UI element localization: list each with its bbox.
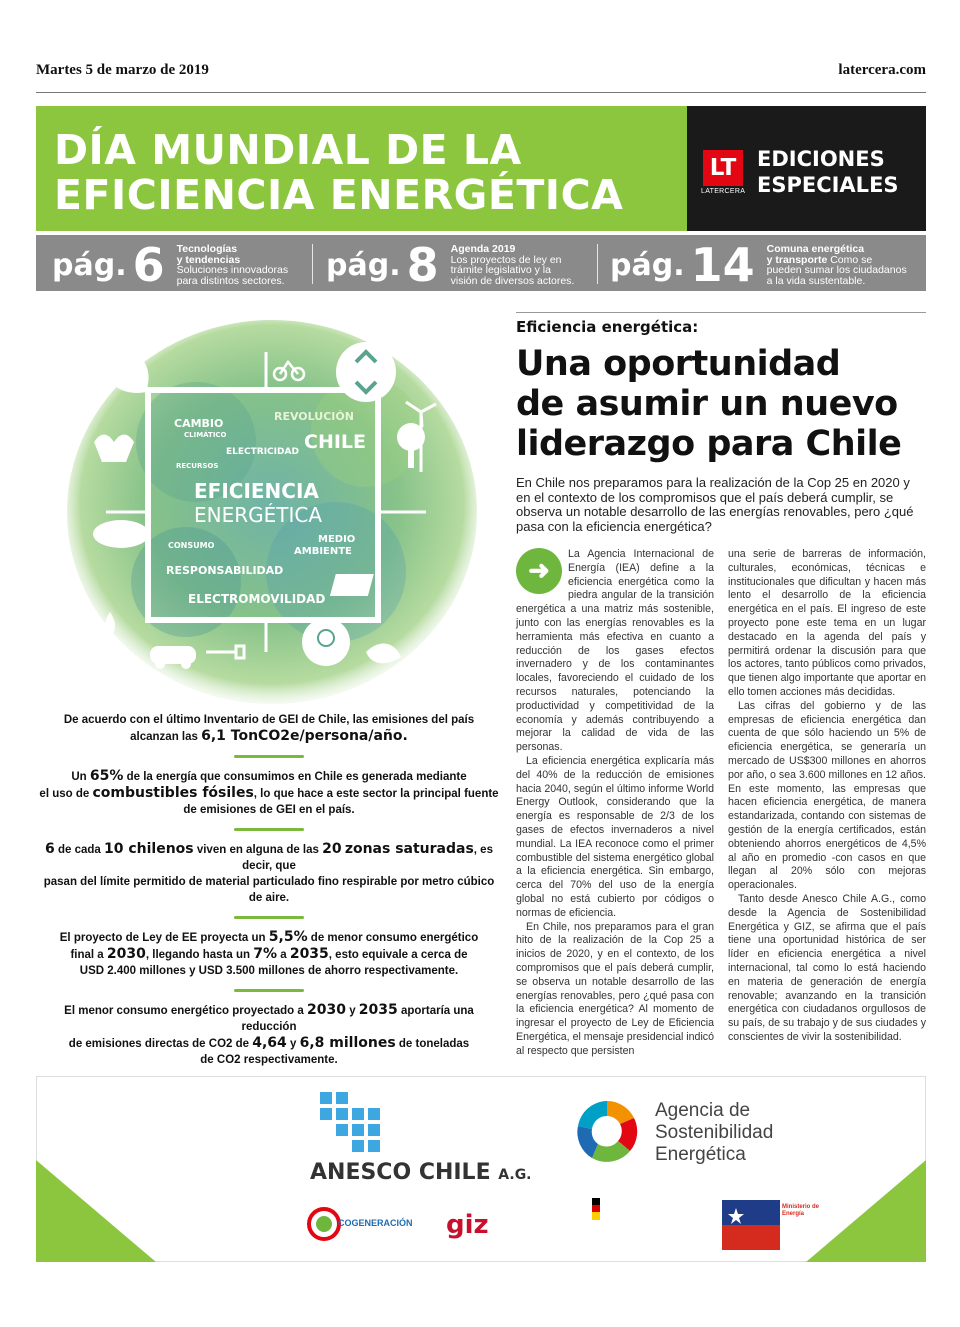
word-electromovilidad: ELECTROMOVILIDAD xyxy=(188,592,326,606)
word-cambio: CAMBIO xyxy=(174,417,224,430)
site-url[interactable]: latercera.com xyxy=(838,62,926,78)
article-deck: En Chile nos preparamos para la realización de la Cop 25 en 2020 y en el contexto de los compromisos que el país deberá cumplir, se observa un notable desarrollo de las energías renovables, pero ¿qué pasa con la eficiencia energética? xyxy=(516,475,914,534)
fact-saturated-zones: 6 de cada 10 chilenos viven en alguna de las 20 zonas saturadas, es decir, que pasan del límite permitido de material particulado fino respirable por metro cúbico de aire. xyxy=(43,841,495,904)
agency-name: Agencia de Sostenibilidad Energética xyxy=(655,1100,774,1165)
green-corner-left xyxy=(36,1160,156,1262)
page-number: 6 xyxy=(132,238,165,292)
german-flag-icon xyxy=(592,1198,600,1220)
anesco-name: ANESCO CHILE A.G. xyxy=(310,1160,532,1185)
page-index-item[interactable] xyxy=(326,240,574,290)
word-climatico: CLIMÁTICO xyxy=(184,431,227,439)
page-word: pág. xyxy=(52,247,127,283)
article-column-2 xyxy=(728,548,926,1045)
article-column-1 xyxy=(516,548,714,1058)
la-tercera-logo: LT xyxy=(703,150,743,186)
solar-panel-icon xyxy=(330,574,374,596)
page-description: Agenda 2019 Los proyectos de ley en trámite legislativo y la visión de diversos actores. xyxy=(450,243,575,287)
fact-emission-reduction: El menor consumo energético proyectado a 2030 y 2035 aportaría una reducción de emisiones directas de CO2 de 4,64 y 6,8 millones de toneladas de CO2 respectivamente. xyxy=(64,1002,474,1066)
page-number: 14 xyxy=(690,238,755,292)
paragraph: una serie de barreras de información, culturales, económicas, técnicas e institucionales que dificultan y hacen más lento el desarrollo de la eficiencia energética en el país. El ingreso de este proyecto pone este tema en un lugar destacado en la agenda del país y permitirá ordenar la discusión para que los actores, tanto públicos como privados, que tienen algo importante que aportar en ello tomen acciones más decididas. xyxy=(728,548,926,698)
lightbulb-icon xyxy=(302,618,350,666)
page-index-item[interactable] xyxy=(52,240,288,290)
fact-divider xyxy=(234,989,304,992)
leaf-icon xyxy=(96,349,149,393)
paragraph: Tanto desde Anesco Chile A.G., como desde la Agencia de Sostenibilidad Energética y GIZ, se afirma que el país tiene una oportunidad histórica de ser líder en eficiencia energética a nivel internacional, tal como lo está haciendo en materia de generación de energía renovable; avanzando en la transición energética con ciudadanos orgullosos de su país, de su trabajo y de sus ciudades y conscientes de vivir la sostenibilidad. xyxy=(728,892,926,1043)
strip-divider xyxy=(597,244,598,284)
word-chile: CHILE xyxy=(304,431,367,453)
strip-divider xyxy=(312,244,313,284)
paragraph: Las cifras del gobierno y de las empresas de eficiencia energética dan cuenta de que sólo haciendo un 5% de eficiencia energética, se generaría un mercado de US$300 millones en ahorros por año, o sea 3.600 millones en 12 años. En este momento, las empresas que hacen eficiencia energética, de manera estandarizada, contando con sistemas de gestión de la energía certificados, están obteniendo ahorros energéticos de 4,5% al año en promedio -con casos en que llegan al 20% sólo con mejoras operacionales. xyxy=(728,699,926,892)
rain-cloud-icon xyxy=(93,520,149,548)
ministry-name: Ministerio de Energía xyxy=(782,1204,820,1217)
page-description: Comuna energética y transporte Como se pueden sumar los ciudadanos a la vida sustentable. xyxy=(766,243,907,287)
word-eficiencia: EFICIENCIA xyxy=(194,479,319,503)
article-kicker: Eficiencia energética: xyxy=(516,318,699,336)
word-recursos: RECURSOS xyxy=(176,462,219,470)
section-title-line2: ESPECIALES xyxy=(757,173,899,197)
fact-fossil: Un 65% de la energía que consumimos en Chile es generada mediante el uso de combustibles fósiles, lo que hace a este sector la principal fuente de emisiones de GEI en el país. xyxy=(39,768,499,816)
arrow-right-icon: ➜ xyxy=(516,548,562,594)
fact-emissions: De acuerdo con el último Inventario de GEI de Chile, las emisiones del país alcanzan las 6,1 TonCO2e/persona/año. xyxy=(63,714,475,744)
word-responsabilidad: RESPONSABILIDAD xyxy=(166,564,284,577)
section-title xyxy=(757,146,899,198)
article-rule xyxy=(516,312,926,313)
word-consumo: CONSUMO xyxy=(168,541,215,550)
section-title-line1: EDICIONES xyxy=(757,147,885,171)
banner-title xyxy=(54,128,623,218)
banner-title-line2: EFICIENCIA ENERGÉTICA xyxy=(54,171,624,219)
paragraph: La Agencia Internacional de Energía (IEA) define a la eficiencia energética como la piedra angular de la transición energética a una matriz más sostenible, junto con las energías renovables es la herramienta más efectiva en cuanto a reducción de los gases efectos invernadero y de los contaminantes locales, favoreciendo el cuidado de los recursos naturales, potenciando la productividad y competitividad de la economía y además contribuyendo a mejorar la calidad de vida de las personas. xyxy=(516,548,714,754)
word-medio: MEDIO xyxy=(318,534,356,545)
banner-title-line1: DÍA MUNDIAL DE LA xyxy=(54,126,522,174)
article-headline: Una oportunidad de asumir un nuevo liderazgo para Chile xyxy=(516,344,902,464)
page-word: pág. xyxy=(610,247,685,283)
word-revolucion: REVOLUCIÓN xyxy=(274,410,354,423)
fact-divider xyxy=(234,755,304,758)
word-ambiente: AMBIENTE xyxy=(294,546,352,557)
fact-divider xyxy=(234,916,304,919)
page-word: pág. xyxy=(326,247,401,283)
word-energetica: ENERGÉTICA xyxy=(194,503,323,527)
page-number: 8 xyxy=(406,238,439,292)
cogeneracion-logo-icon xyxy=(306,1206,342,1242)
energy-efficiency-infographic xyxy=(66,312,478,704)
word-electricidad: ELECTRICIDAD xyxy=(226,447,299,457)
green-corner-right xyxy=(806,1160,926,1262)
paragraph: En Chile, nos preparamos para el gran hito de la realización de la Cop 25 a inicios de 2020, y en el contexto, de los compromisos que el país deberá cumplir, se observa un notable desarrollo de las energías renovables, pero ¿qué pasa con la eficiencia energética? Al momento de ingresar el proyecto de Ley de Eficiencia Energética, el mensaje presidencial indicó al respecto que persisten xyxy=(516,920,714,1057)
chile-ministry-logo-icon xyxy=(722,1200,780,1250)
agency-logo-icon xyxy=(572,1096,642,1166)
page-description: Tecnologías y tendencias Soluciones innovadoras para distintos sectores. xyxy=(176,243,289,287)
paragraph: La eficiencia energética explicaría más del 40% de la reducción de emisiones hacia 2040, según el último informe World Energy Outlook, considerando que la energía es responsable de 2/3 de los gases de efectos invernaderos a nivel mundial. La IEA reconoce como el primer combustible del sistema energético global a la eficiencia energética. Sin embargo, cerca del 70% del uso de la energía global no está cubierto por códigos o normas de eficiencia. xyxy=(516,754,714,919)
fact-law-projection: El proyecto de Ley de EE proyecta un 5,5% de menor consumo energético final a 2030, llegando hasta un 7% a 2035, esto equivale a cerca de USD 2.400 millones y USD 3.500 millones de ahorro respectivamente. xyxy=(59,929,479,977)
recycle-icon xyxy=(336,342,396,402)
anesco-logo-icon xyxy=(318,1090,384,1154)
page-index-item[interactable] xyxy=(610,240,907,290)
top-divider xyxy=(36,92,926,93)
logo-subtext: LATERCERA xyxy=(701,188,746,195)
giz-logo: giz xyxy=(446,1210,489,1240)
cogeneracion-name: COGENERACIÓN xyxy=(338,1218,413,1228)
fact-divider xyxy=(234,828,304,831)
issue-date: Martes 5 de marzo de 2019 xyxy=(36,62,209,78)
